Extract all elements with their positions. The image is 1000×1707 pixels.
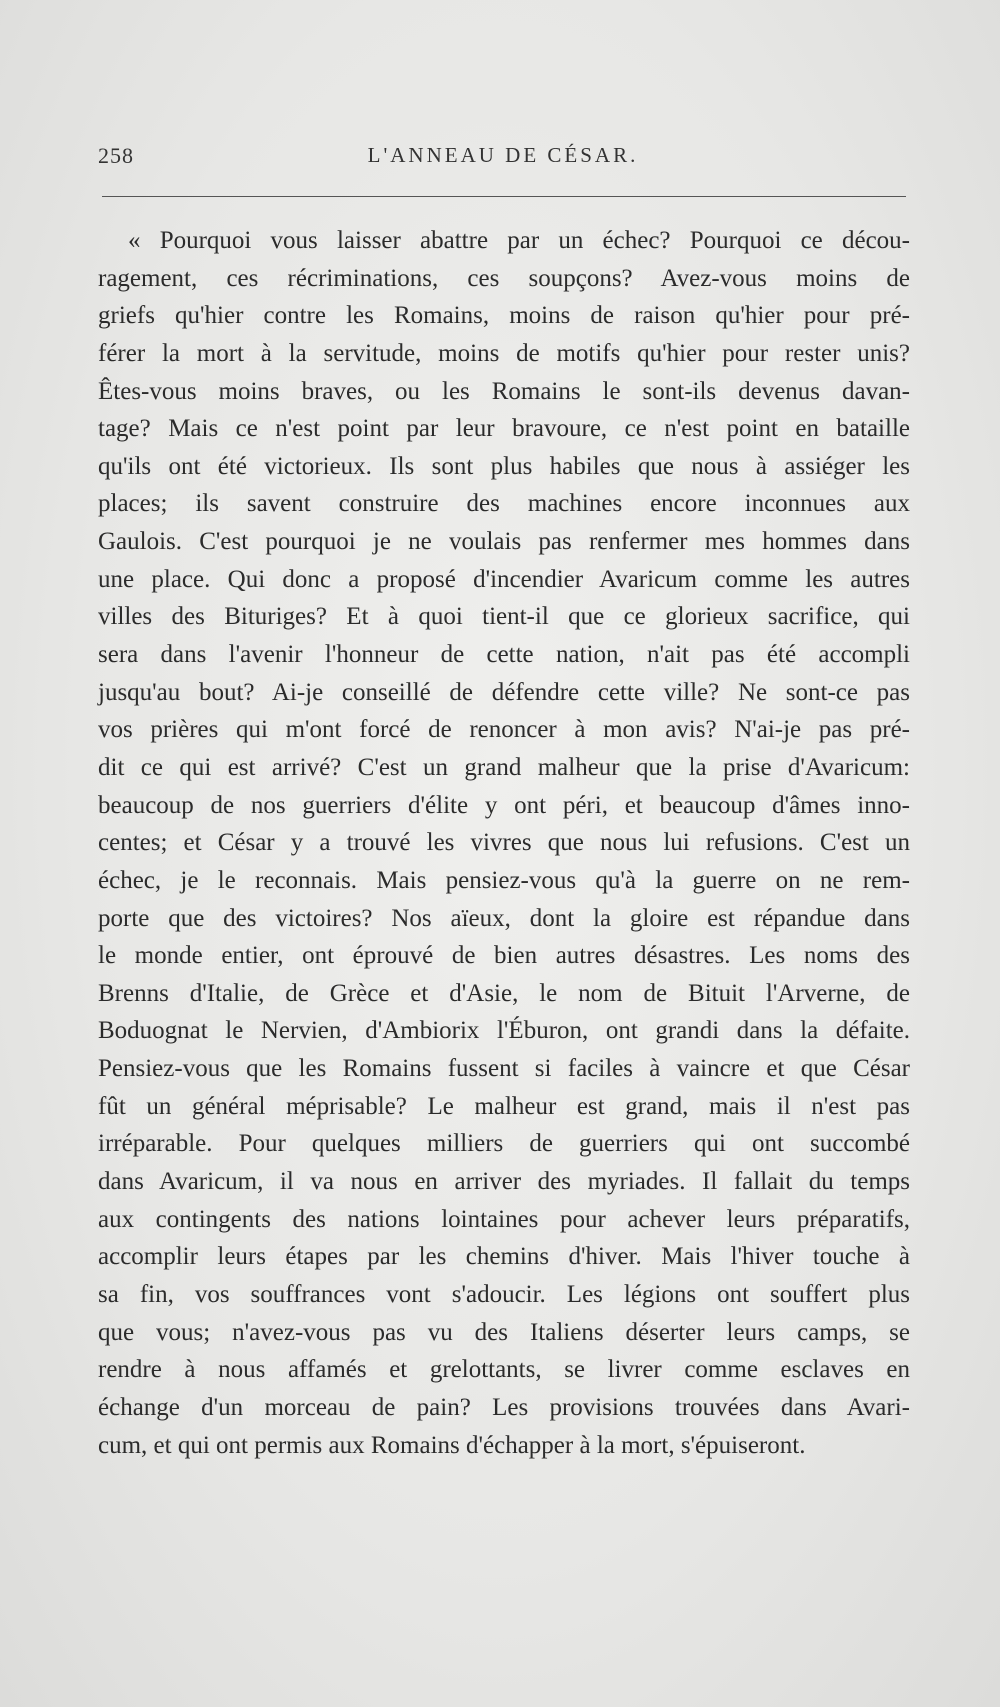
text-line: Pensiez-vous que les Romains fussent si faciles à vaincre et que César: [98, 1055, 910, 1083]
text-line: porte que des victoires? Nos aïeux, dont la gloire est répandue dans: [98, 904, 910, 932]
text-line: Boduognat le Nervien, d'Ambiorix l'Éburon, ont grandi dans la défaite.: [98, 1017, 910, 1045]
text-line: sera dans l'avenir l'honneur de cette nation, n'ait pas été accompli: [98, 641, 910, 669]
text-line: beaucoup de nos guerriers d'élite y ont péri, et beaucoup d'âmes inno-: [98, 791, 910, 819]
text-line: le monde entier, ont éprouvé de bien autres désastres. Les noms des: [98, 942, 910, 970]
text-line: aux contingents des nations lointaines pour achever leurs préparatifs,: [98, 1205, 910, 1233]
text-line: dans Avaricum, il va nous en arriver des myriades. Il fallait du temps: [98, 1168, 910, 1196]
text-line: tage? Mais ce n'est point par leur bravoure, ce n'est point en bataille: [98, 415, 910, 443]
text-line: sa fin, vos souffrances vont s'adoucir. Les légions ont souffert plus: [98, 1280, 910, 1308]
text-line: griefs qu'hier contre les Romains, moins de raison qu'hier pour pré-: [98, 302, 910, 330]
text-line: fût un général méprisable? Le malheur est grand, mais il n'est pas: [98, 1092, 910, 1120]
text-line: Gaulois. C'est pourquoi je ne voulais pas renfermer mes hommes dans: [98, 528, 910, 556]
text-line: vos prières qui m'ont forcé de renoncer à mon avis? N'ai-je pas pré-: [98, 716, 910, 744]
text-line: rendre à nous affamés et grelottants, se livrer comme esclaves en: [98, 1356, 910, 1384]
text-line: Êtes-vous moins braves, ou les Romains le sont-ils devenus davan-: [98, 377, 910, 405]
text-line: ragement, ces récriminations, ces soupçons? Avez-vous moins de: [98, 264, 910, 292]
running-title: L'ANNEAU DE CÉSAR.: [367, 143, 639, 167]
text-line: places; ils savent construire des machines encore inconnues aux: [98, 490, 910, 518]
body-text: [98, 222, 910, 1464]
page-number: 258: [98, 143, 134, 168]
text-line: Brenns d'Italie, de Grèce et d'Asie, le nom de Bituit l'Arverne, de: [98, 979, 910, 1007]
text-line: qu'ils ont été victorieux. Ils sont plus habiles que nous à assiéger les: [98, 452, 910, 480]
text-line: échange d'un morceau de pain? Les provisions trouvées dans Avari-: [98, 1393, 910, 1421]
text-line: irréparable. Pour quelques milliers de guerriers qui ont succombé: [98, 1130, 910, 1158]
text-line: que vous; n'avez-vous pas vu des Italiens déserter leurs camps, se: [98, 1318, 910, 1346]
text-line: férer la mort à la servitude, moins de motifs qu'hier pour rester unis?: [98, 339, 910, 367]
text-line: villes des Bituriges? Et à quoi tient-il que ce glorieux sacrifice, qui: [98, 603, 910, 631]
text-line: jusqu'au bout? Ai-je conseillé de défendre cette ville? Ne sont-ce pas: [98, 678, 910, 706]
text-line: « Pourquoi vous laisser abattre par un échec? Pourquoi ce décou-: [128, 227, 910, 254]
text-line: accomplir leurs étapes par les chemins d'hiver. Mais l'hiver touche à: [98, 1243, 910, 1271]
header-rule: [102, 196, 906, 197]
text-line: dit ce qui est arrivé? C'est un grand malheur que la prise d'Avaricum:: [98, 753, 910, 781]
page-header: [98, 143, 908, 173]
text-line: cum, et qui ont permis aux Romains d'échapper à la mort, s'épuiseront.: [98, 1431, 806, 1459]
text-line: une place. Qui donc a proposé d'incendier Avaricum comme les autres: [98, 565, 910, 593]
text-line: centes; et César y a trouvé les vivres que nous lui refusions. C'est un: [98, 829, 910, 857]
text-line: échec, je le reconnais. Mais pensiez-vous qu'à la guerre on ne rem-: [98, 866, 910, 894]
